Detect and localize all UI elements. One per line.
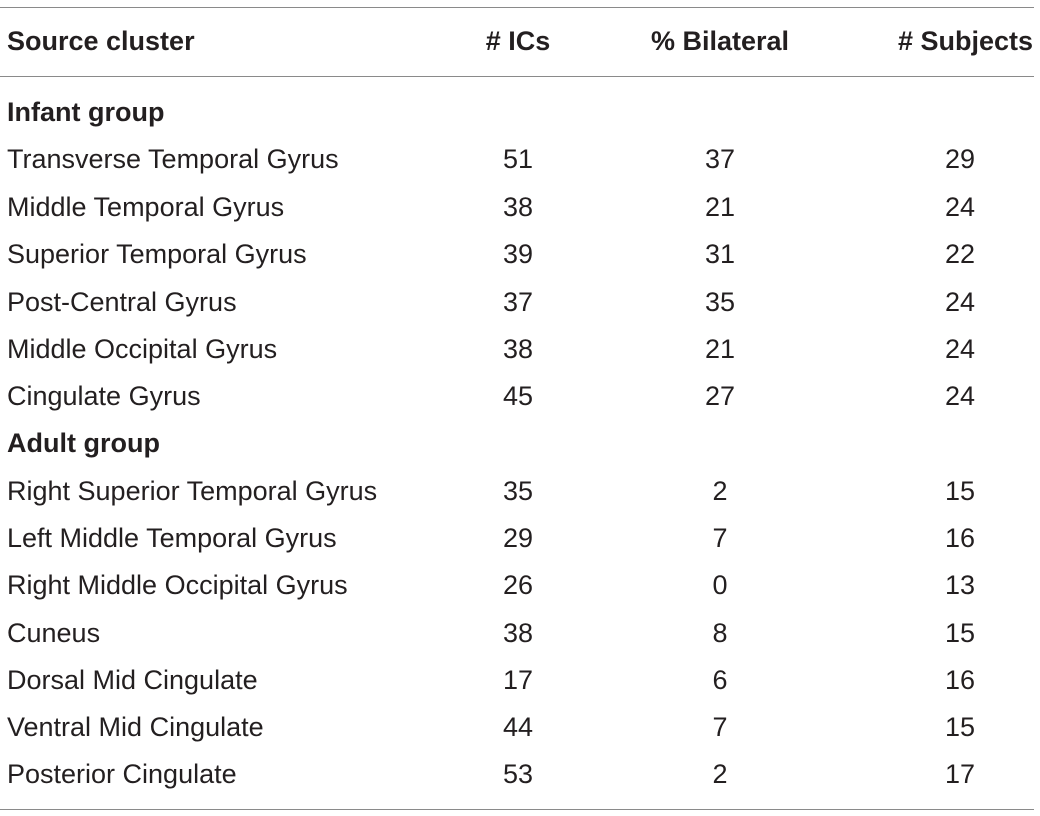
cell-ics: 44 — [502, 712, 534, 742]
table-row — [0, 139, 1040, 179]
cell-ics: 38 — [502, 334, 534, 364]
cell-source-cluster: Dorsal Mid Cingulate — [7, 665, 258, 695]
cell-bilateral: 37 — [704, 144, 736, 174]
cell-source-cluster: Right Middle Occipital Gyrus — [7, 570, 348, 600]
cell-bilateral: 8 — [712, 618, 728, 648]
cell-ics: 45 — [502, 381, 534, 411]
cell-ics: 51 — [502, 144, 534, 174]
cell-subjects: 24 — [944, 287, 976, 317]
cell-subjects: 16 — [944, 523, 976, 553]
group-heading-infant — [0, 92, 1040, 132]
cell-bilateral: 27 — [704, 381, 736, 411]
cell-subjects: 15 — [944, 476, 976, 506]
table-row — [0, 613, 1040, 653]
group-heading-adult — [0, 423, 1040, 463]
cell-source-cluster: Middle Temporal Gyrus — [7, 192, 285, 222]
cell-source-cluster: Middle Occipital Gyrus — [7, 334, 278, 364]
cell-bilateral: 2 — [712, 476, 728, 506]
cell-subjects: 24 — [944, 192, 976, 222]
cell-subjects: 17 — [944, 759, 976, 789]
header-source-cluster: Source cluster — [7, 26, 195, 56]
cell-ics: 37 — [502, 287, 534, 317]
cell-ics: 39 — [502, 239, 534, 269]
table-row — [0, 518, 1040, 558]
cell-bilateral: 7 — [712, 712, 728, 742]
cell-bilateral: 2 — [712, 759, 728, 789]
table-bottom-rule — [0, 809, 1034, 810]
cell-ics: 38 — [502, 192, 534, 222]
cell-subjects: 29 — [944, 144, 976, 174]
cell-bilateral: 21 — [704, 334, 736, 364]
cell-source-cluster: Transverse Temporal Gyrus — [7, 144, 339, 174]
cell-subjects: 16 — [944, 665, 976, 695]
group-label: Adult group — [7, 428, 160, 458]
table-row — [0, 660, 1040, 700]
table-row — [0, 754, 1040, 794]
cell-bilateral: 7 — [712, 523, 728, 553]
cell-subjects: 22 — [944, 239, 976, 269]
table-header-row — [0, 21, 1040, 61]
table-row — [0, 471, 1040, 511]
cell-source-cluster: Cingulate Gyrus — [7, 381, 201, 411]
cell-ics: 29 — [502, 523, 534, 553]
cell-subjects: 13 — [944, 570, 976, 600]
header-subjects: # Subjects — [897, 26, 1033, 56]
cell-ics: 38 — [502, 618, 534, 648]
table-top-rule — [0, 7, 1034, 8]
cell-source-cluster: Cuneus — [7, 618, 101, 648]
cell-bilateral: 6 — [712, 665, 728, 695]
cell-source-cluster: Post-Central Gyrus — [7, 287, 237, 317]
cell-source-cluster: Right Superior Temporal Gyrus — [7, 476, 378, 506]
cell-ics: 35 — [502, 476, 534, 506]
cell-source-cluster: Posterior Cingulate — [7, 759, 237, 789]
cell-bilateral: 21 — [704, 192, 736, 222]
cell-bilateral: 0 — [712, 570, 728, 600]
table-row — [0, 707, 1040, 747]
cell-subjects: 15 — [944, 712, 976, 742]
cell-source-cluster: Ventral Mid Cingulate — [7, 712, 264, 742]
table-header-rule — [0, 76, 1034, 77]
table-row — [0, 187, 1040, 227]
table-row — [0, 329, 1040, 369]
cell-ics: 26 — [502, 570, 534, 600]
cell-bilateral: 35 — [704, 287, 736, 317]
header-ics: # ICs — [485, 26, 551, 56]
cell-subjects: 24 — [944, 334, 976, 364]
table-row — [0, 282, 1040, 322]
group-label: Infant group — [7, 97, 165, 127]
cell-subjects: 15 — [944, 618, 976, 648]
cell-subjects: 24 — [944, 381, 976, 411]
cell-source-cluster: Superior Temporal Gyrus — [7, 239, 307, 269]
cell-ics: 17 — [502, 665, 534, 695]
cell-ics: 53 — [502, 759, 534, 789]
table-row — [0, 376, 1040, 416]
cell-source-cluster: Left Middle Temporal Gyrus — [7, 523, 337, 553]
table-row — [0, 234, 1040, 274]
table-row — [0, 565, 1040, 605]
header-bilateral: % Bilateral — [650, 26, 790, 56]
cell-bilateral: 31 — [704, 239, 736, 269]
